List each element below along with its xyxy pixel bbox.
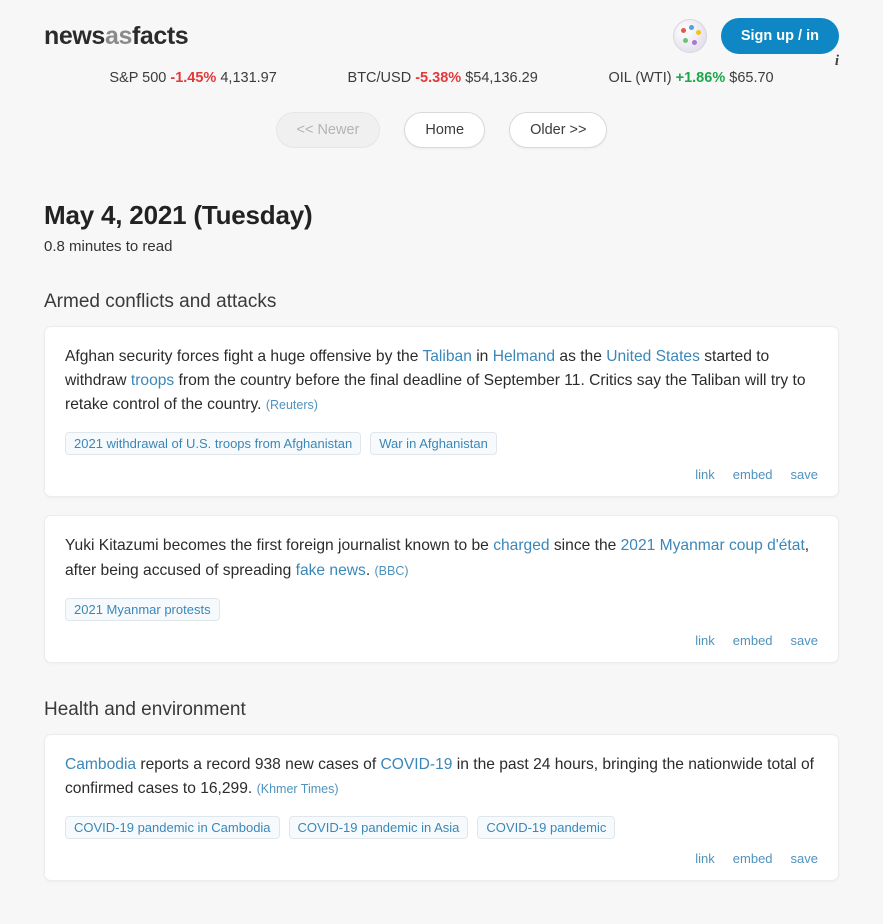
site-header xyxy=(0,0,883,54)
news-text-fragment: from the country before the final deadline of September 11. Critics say the Taliban will try to retake control of the country. xyxy=(65,372,806,414)
page-title: May 4, 2021 (Tuesday) xyxy=(44,200,313,230)
news-text-fragment: . xyxy=(365,561,375,579)
palette-icon[interactable] xyxy=(673,19,707,53)
logo-part-as: as xyxy=(104,21,132,50)
news-text-fragment: since the xyxy=(549,537,621,555)
link-action[interactable]: link xyxy=(695,467,715,483)
topic-tag[interactable]: War in Afghanistan xyxy=(370,432,497,455)
main-content xyxy=(0,200,883,881)
site-logo[interactable] xyxy=(44,21,189,50)
topic-tag[interactable]: 2021 Myanmar protests xyxy=(65,598,220,621)
older-button[interactable]: Older >> xyxy=(509,112,607,148)
save-action[interactable]: save xyxy=(790,467,818,483)
news-text-fragment: as the xyxy=(555,348,607,365)
tag-list xyxy=(65,432,818,455)
news-inline-link[interactable]: Cambodia xyxy=(65,755,137,773)
section-title: Health and environment xyxy=(44,698,246,720)
ticker-name: S&P 500 xyxy=(109,70,167,86)
ticker-price: $65.70 xyxy=(729,70,774,86)
date-navigation xyxy=(0,112,883,148)
topic-tag[interactable]: 2021 withdrawal of U.S. troops from Afghanistan xyxy=(65,432,361,455)
ticker-change: -5.38% xyxy=(415,70,462,86)
news-text-fragment: started to withdraw xyxy=(65,348,770,390)
news-inline-link[interactable]: troops xyxy=(130,372,175,390)
news-card xyxy=(44,326,839,497)
market-ticker-bar xyxy=(0,54,883,86)
header-actions xyxy=(673,18,839,54)
ticker-change: -1.45% xyxy=(170,70,217,86)
logo-part-news: news xyxy=(44,21,105,50)
ticker-name: BTC/USD xyxy=(347,70,412,86)
news-text-fragment: reports a record 938 new cases of xyxy=(136,755,381,773)
info-icon[interactable]: i xyxy=(834,53,839,69)
topic-tag[interactable]: COVID-19 pandemic xyxy=(477,816,615,839)
news-text-fragment: in the past 24 hours, bringing the nationwide total of confirmed cases to 16,299. xyxy=(65,755,814,797)
ticker-item-sp500[interactable] xyxy=(109,70,276,86)
news-inline-link[interactable]: fake news xyxy=(295,561,366,579)
news-text-fragment: Afghan security forces fight a huge offensive by the xyxy=(65,348,423,365)
save-action[interactable]: save xyxy=(790,851,818,867)
news-card-text xyxy=(65,753,818,801)
topic-tag[interactable]: COVID-19 pandemic in Asia xyxy=(289,816,469,839)
tag-list xyxy=(65,816,818,839)
ticker-change: +1.86% xyxy=(675,70,726,86)
signup-button[interactable]: Sign up / in xyxy=(721,18,839,54)
news-inline-link[interactable]: COVID-19 xyxy=(380,755,453,773)
topic-tag[interactable]: COVID-19 pandemic in Cambodia xyxy=(65,816,280,839)
card-actions xyxy=(65,851,818,870)
embed-action[interactable]: embed xyxy=(732,851,773,867)
ticker-price: $54,136.29 xyxy=(465,70,538,86)
news-source[interactable]: (BBC) xyxy=(374,563,409,578)
embed-action[interactable]: embed xyxy=(732,467,773,483)
save-action[interactable]: save xyxy=(790,632,818,648)
news-inline-link[interactable]: 2021 Myanmar coup d'état xyxy=(620,537,805,555)
news-text-fragment: Yuki Kitazumi becomes the first foreign journalist known to be xyxy=(65,537,494,555)
news-card xyxy=(44,515,839,662)
newer-button[interactable]: << Newer xyxy=(276,112,381,148)
market-ticker xyxy=(44,70,839,86)
news-text-fragment: in xyxy=(471,348,493,365)
news-inline-link[interactable]: United States xyxy=(606,348,700,365)
ticker-item-oil-wti[interactable] xyxy=(609,70,774,86)
ticker-item-btcusd[interactable] xyxy=(348,70,538,86)
news-inline-link[interactable]: Helmand xyxy=(492,348,556,365)
news-sections xyxy=(44,291,839,881)
news-inline-link[interactable]: Taliban xyxy=(422,348,472,365)
news-inline-link[interactable]: charged xyxy=(493,537,550,555)
news-card xyxy=(44,734,839,881)
link-action[interactable]: link xyxy=(695,632,715,648)
embed-action[interactable]: embed xyxy=(732,632,773,648)
link-action[interactable]: link xyxy=(695,851,715,867)
news-source[interactable]: (Khmer Times) xyxy=(256,781,339,796)
home-button[interactable]: Home xyxy=(404,112,485,148)
card-actions xyxy=(65,467,818,486)
ticker-price: 4,131.97 xyxy=(220,70,277,86)
news-source[interactable]: (Reuters) xyxy=(265,398,318,413)
read-time-label: 0.8 minutes to read xyxy=(44,238,173,255)
news-text-fragment: , after being accused of spreading xyxy=(65,537,810,579)
card-actions xyxy=(65,633,818,652)
news-card-text xyxy=(65,534,818,582)
news-card-text xyxy=(65,345,818,417)
logo-part-facts: facts xyxy=(131,21,189,50)
section-title: Armed conflicts and attacks xyxy=(44,291,277,312)
ticker-name: OIL (WTI) xyxy=(608,70,672,86)
tag-list xyxy=(65,598,818,621)
